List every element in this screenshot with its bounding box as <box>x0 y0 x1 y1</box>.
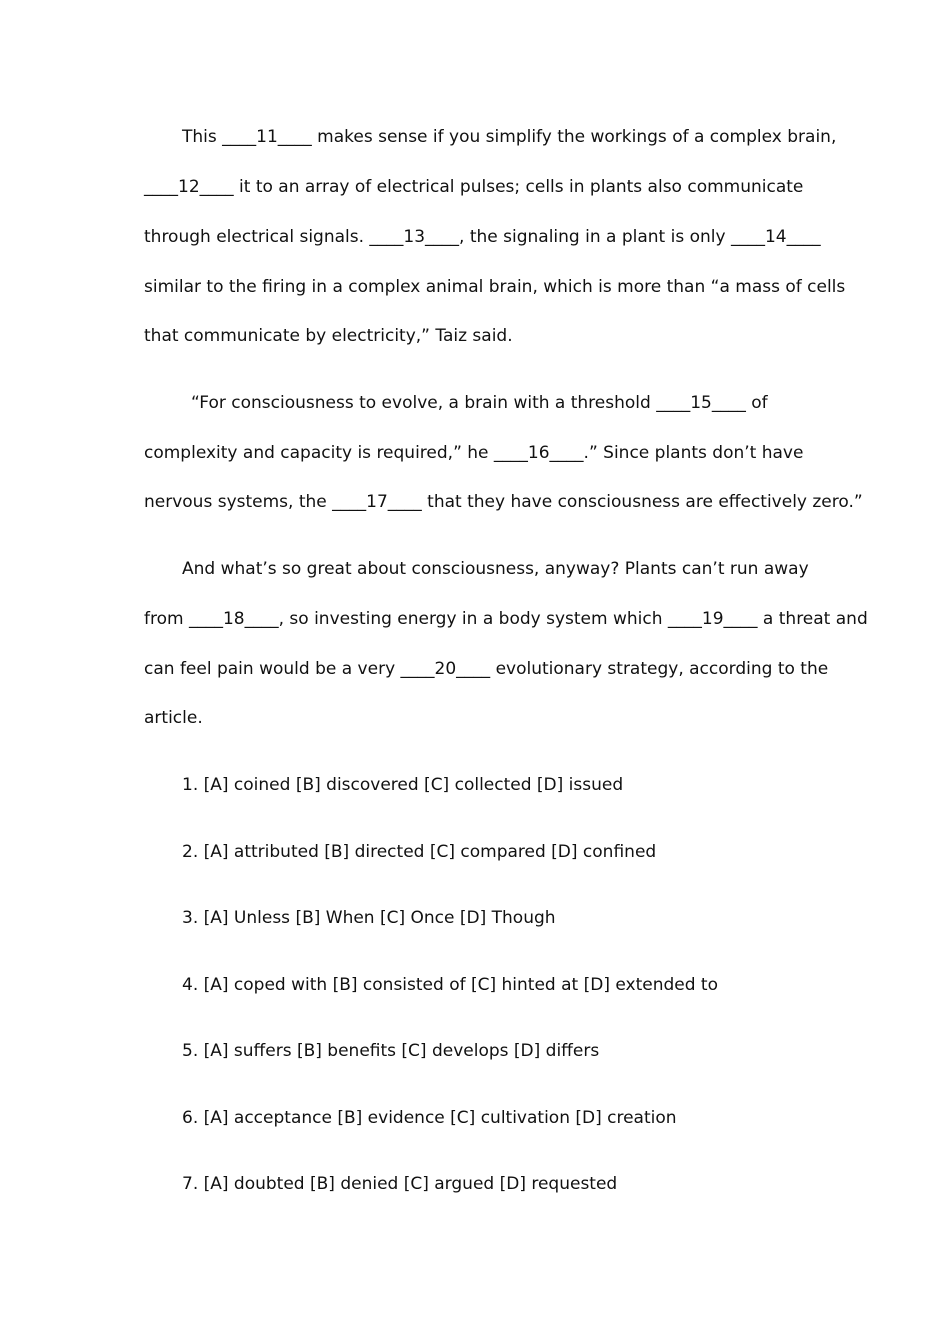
paragraph-line: complexity and capacity is required,” he ____16____.” Since plants don’t have <box>144 443 804 463</box>
paragraph-line: through electrical signals. ____13____, the signaling in a plant is only ____14____ <box>144 227 821 247</box>
paragraph-line: that communicate by electricity,” Taiz said. <box>144 326 513 346</box>
option-item: 7. [A] doubted [B] denied [C] argued [D] requested <box>182 1174 618 1194</box>
option-item: 3. [A] Unless [B] When [C] Once [D] Though <box>182 908 556 928</box>
paragraph-line: This ____11____ makes sense if you simplify the workings of a complex brain, <box>182 127 837 147</box>
paragraph-line: nervous systems, the ____17____ that they have consciousness are effectively zero.” <box>144 492 863 512</box>
paragraph-line: “For consciousness to evolve, a brain with a threshold ____15____ of <box>191 393 768 413</box>
option-item: 1. [A] coined [B] discovered [C] collected [D] issued <box>182 775 624 795</box>
option-item: 4. [A] coped with [B] consisted of [C] hinted at [D] extended to <box>182 975 718 995</box>
paragraph-line: can feel pain would be a very ____20____ evolutionary strategy, according to the <box>144 659 829 679</box>
option-item: 6. [A] acceptance [B] evidence [C] cultivation [D] creation <box>182 1108 677 1128</box>
paragraph-line: And what’s so great about consciousness, anyway? Plants can’t run away <box>182 559 809 579</box>
option-item: 2. [A] attributed [B] directed [C] compared [D] confined <box>182 842 657 862</box>
option-item: 5. [A] suffers [B] benefits [C] develops [D] differs <box>182 1041 600 1061</box>
paragraph-line: similar to the firing in a complex animal brain, which is more than “a mass of cells <box>144 277 846 297</box>
paragraph-line: article. <box>144 708 203 728</box>
paragraph-line: ____12____ it to an array of electrical pulses; cells in plants also communicate <box>144 177 804 197</box>
paragraph-line: from ____18____, so investing energy in a body system which ____19____ a threat and <box>144 609 868 629</box>
